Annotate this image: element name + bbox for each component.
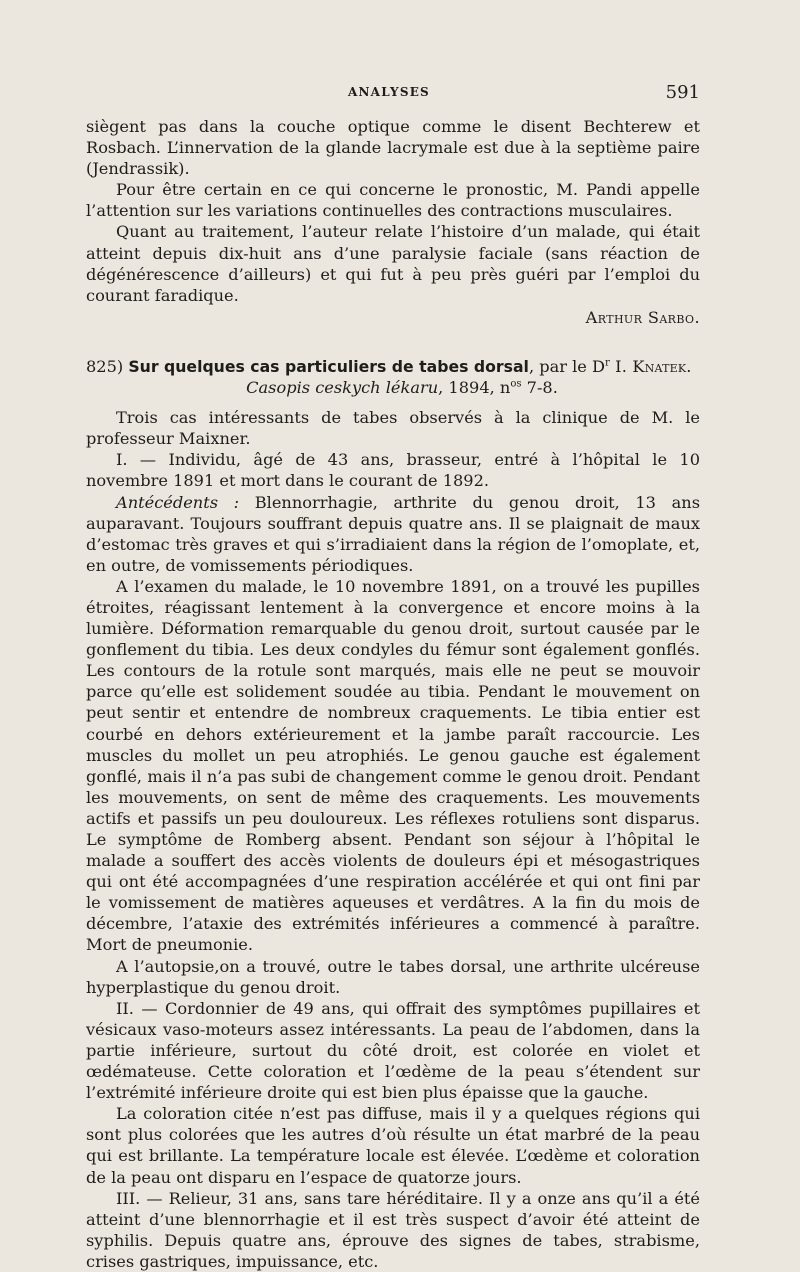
paragraph: Pour être certain en ce qui concerne le pronostic, M. Pandi appelle l’attention sur les variations continuelles des contractions musculaires.: [86, 180, 700, 221]
author-title-superscript: r: [605, 357, 610, 369]
paragraph-coloration: La coloration citée n’est pas diffuse, mais il y a quelques régions qui sont plus colorées que les autres d’où résulte un état marbré de la peau qui est brillante. La température locale est élevée. L’œdème et coloration de la peau ont disparu en l’espace de quatorze jours.: [86, 1104, 700, 1187]
page-number: 591: [665, 82, 700, 103]
paragraph: Quant au traitement, l’auteur relate l’histoire d’un malade, qui était atteint depuis dix-huit ans d’une paralysie faciale (sans réaction de dégénérescence d’ailleurs) et qui fut à peu près guéri par l’emploi du courant faradique.: [86, 222, 700, 305]
paragraph-case-three: III. — Relieur, 31 ans, sans tare héréditaire. Il y a onze ans qu’il a été atteint d’une blennorrhagie et il est très suspect d’avoir été atteint de syphilis. Depuis quatre ans, éprouve des signes de tabes, strabisme, crises gastriques, impuissance, etc.: [86, 1188, 700, 1271]
antecedents-text: Blennorrhagie, arthrite du genou droit, 13 ans auparavant. Toujours souffrant depuis quatre ans. Il se plaignait de maux d’estomac très graves et qui s’irradiaient dans la région de l’omoplate, et, en outre, de vomissements périodiques.: [86, 492, 700, 575]
issue-number: 7-8.: [521, 378, 558, 398]
antecedents-label: Antécédents :: [116, 492, 240, 512]
previous-article-ending: [86, 116, 700, 328]
article-heading: [86, 356, 700, 377]
paragraph-examination: A l’examen du malade, le 10 novembre 1891, on a trouvé les pupilles étroites, réagissant lentement à la convergence et encore moins à la lumière. Déformation remarquable du genou droit, surtout causée par le gonflement du tibia. Les deux condyles du fémur sont également gonflés. Les contours de la rotule sont marqués, mais elle ne peut se mouvoir parce qu’elle est solidement soudée au tibia. Pendant le mouvement on peut sentir et entendre de nombreux craquements. Le tibia entier est courbé en dehors extérieurement et la jambe paraît raccourcie. Les muscles du mollet un peu atrophiés. Le genou gauche est également gonflé, mais il n’a pas subi de changement comme le genou droit. Pendant les mouvements, on sent de même des craquements. Les mouvements actifs et passifs un peu douloureux. Les réflexes rotuliens sont disparus. Le symptôme de Romberg absent. Pendant son séjour à l’hôpital le malade a souffert des accès violents de douleurs épi et mésogastriques qui ont été accompagnées d’une respiration accélérée et qui ont fini par le vomissement de matières aqueuses et verdâtres. A la fin du mois de décembre, l’ataxie des extrémités inférieures a commencé à paraître. Mort de pneumonie.: [86, 576, 700, 955]
journal-name: Casopis ceskych lékaru: [246, 378, 439, 398]
paragraph-autopsy: A l’autopsie,on a trouvé, outre le tabes dorsal, une arthrite ulcéreuse hyperplastique du genou droit.: [86, 956, 700, 997]
paragraph-case-one: I. — Individu, âgé de 43 ans, brasseur, entré à l’hôpital le 10 novembre 1891 et mort dans le courant de 1892.: [86, 450, 700, 491]
citation-superscript: os: [510, 378, 522, 390]
paragraph-antecedents: [86, 492, 700, 576]
paragraph: siègent pas dans la couche optique comme le disent Bechterew et Rosbach. L’innervation de la glande lacrymale est due à la septième paire (Jendrassik).: [86, 117, 700, 179]
article-title: Sur quelques cas particuliers de tabes dorsal: [128, 356, 529, 376]
running-header: [86, 82, 700, 108]
article-825: [86, 356, 700, 1272]
article-number: 825): [86, 356, 124, 376]
paragraph-intro: Trois cas intéressants de tabes observés à la clinique de M. le professeur Maixner.: [86, 408, 700, 449]
header-title: ANALYSES: [348, 85, 430, 99]
citation: [104, 377, 700, 398]
paragraph-case-two: II. — Cordonnier de 49 ans, qui offrait des symptômes pupillaires et vésicaux vaso-moteurs assez intéressants. La peau de l’abdomen, dans la partie inférieure, surtout du côté droit, est colorée en violet et œdémateuse. Cette coloration et l’œdème de la peau s’étendent sur l’extrémité inférieure droite qui est bien plus épaisse que la gauche.: [86, 998, 700, 1103]
author-name: I. Knatek.: [609, 356, 692, 376]
author-intro: , par le D: [528, 356, 606, 376]
signature: Arthur Sarbo.: [585, 307, 700, 327]
citation-text: , 1894, n: [438, 378, 511, 398]
